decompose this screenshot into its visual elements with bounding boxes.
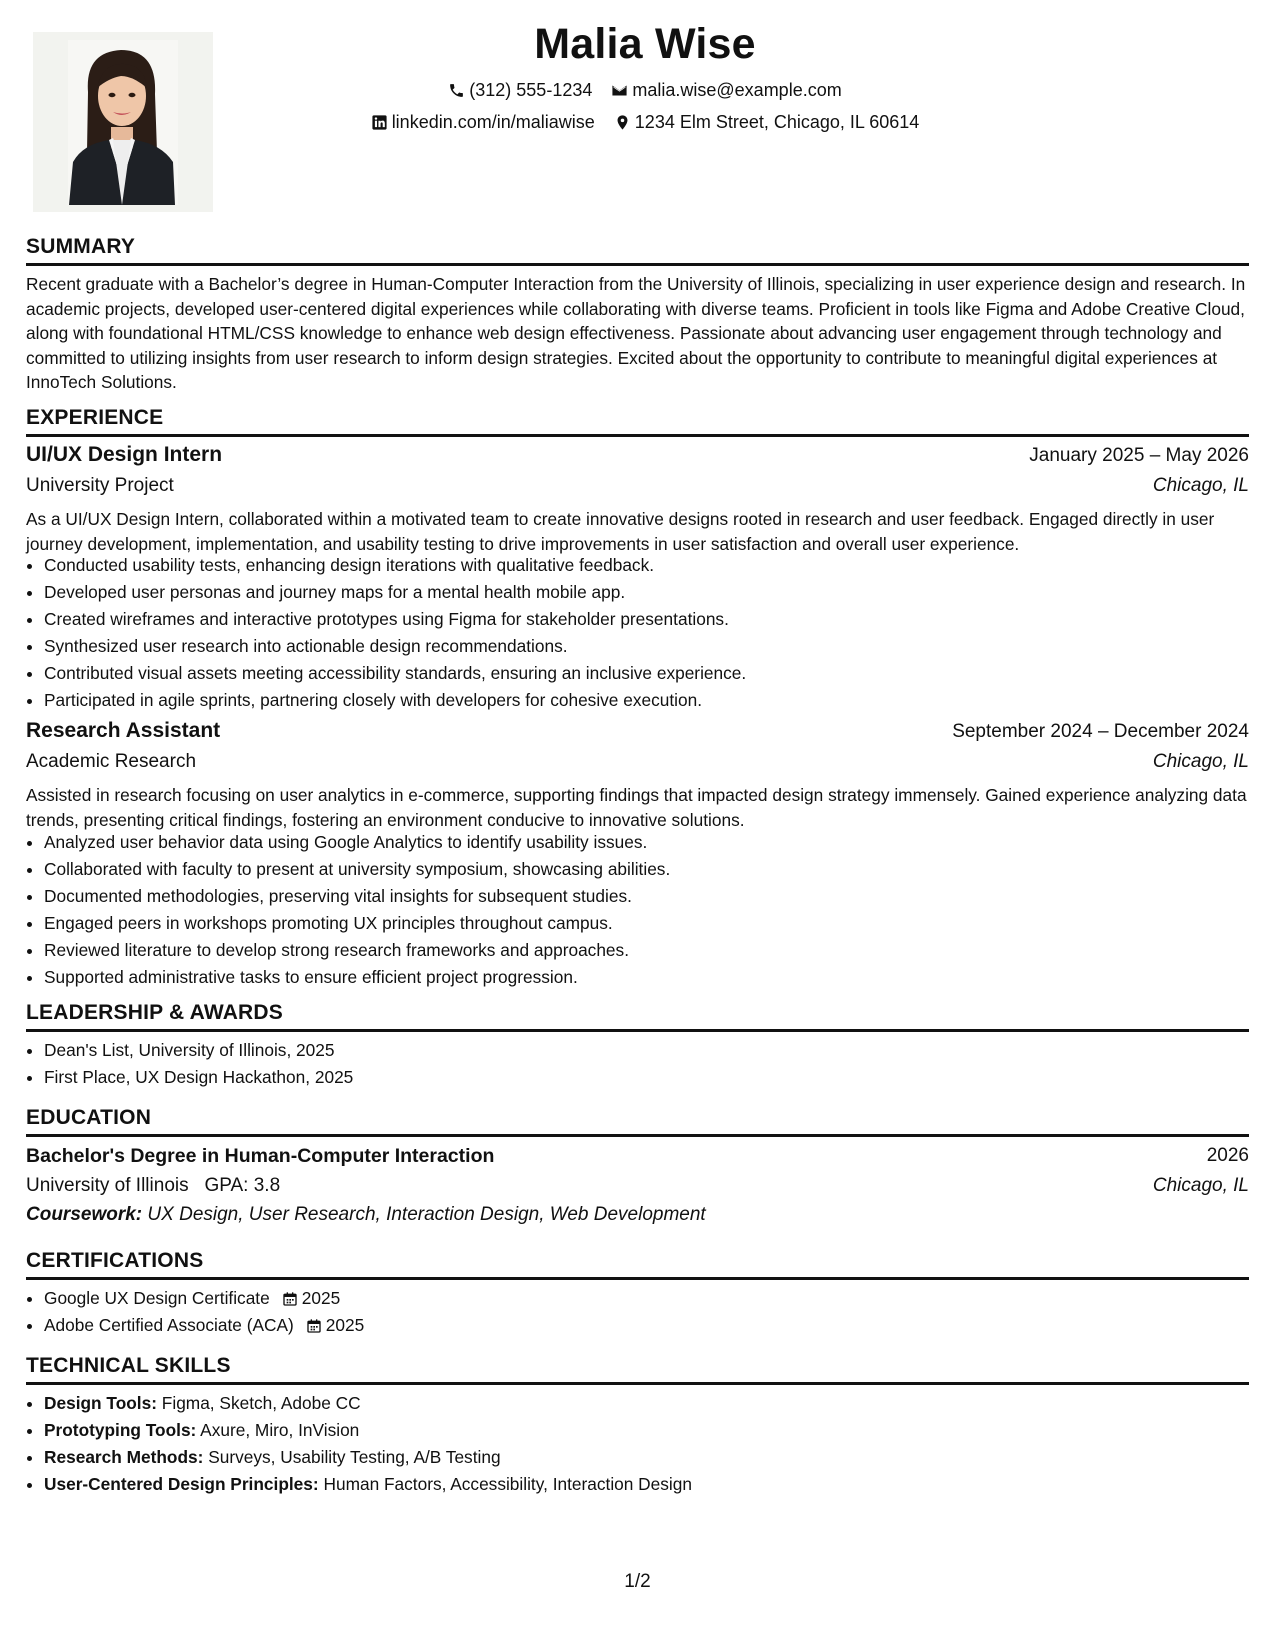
certification-name: • Adobe Certified Associate (ACA) bbox=[44, 1315, 294, 1335]
certifications-heading: CERTIFICATIONS bbox=[26, 1249, 204, 1272]
skills-heading: TECHNICAL SKILLS bbox=[26, 1354, 231, 1377]
contact-line-primary bbox=[0, 80, 1275, 104]
skills-divider bbox=[26, 1382, 1249, 1385]
job-location: Chicago, IL bbox=[1152, 475, 1249, 496]
education-heading: EDUCATION bbox=[26, 1106, 152, 1129]
list-item: • Supported administrative tasks to ensure efficient project progression. bbox=[44, 964, 1244, 991]
list-item: • First Place, UX Design Hackathon, 2025 bbox=[44, 1064, 1244, 1091]
linkedin-url: linkedin.com/in/maliawise bbox=[391, 112, 595, 132]
skill-value: Axure, Miro, InVision bbox=[200, 1420, 360, 1440]
street-address: 1234 Elm Street, Chicago, IL 60614 bbox=[634, 112, 920, 132]
envelope-icon bbox=[611, 82, 628, 99]
job-description: Assisted in research focusing on user analytics in e-commerce, supporting findings that impacted design strategy immensely. Gained experience analyzing data trends, presenting critical findings, fostering an environment conducive to innovative solutions. bbox=[26, 785, 1247, 830]
summary-text: Recent graduate with a Bachelor’s degree in Human-Computer Interaction from the University of Illinois, specializing in user experience design and research. In academic projects, developed user-centered digital experiences while collaborating with diverse teams. Proficient in tools like Figma and Adobe Creative Cloud, along with foundational HTML/CSS knowledge to enhance web design effectiveness. Passionate about advancing user engagement through technology and committed to utilizing insights from user research to inform design strategies. Excited about the opportunity to contribute to meaningful digital experiences at InnoTech Solutions. bbox=[26, 274, 1246, 392]
coursework-label: Coursework: bbox=[26, 1204, 143, 1225]
skill-label: Research Methods: bbox=[44, 1447, 204, 1467]
calendar-icon bbox=[282, 1291, 298, 1307]
calendar-icon bbox=[306, 1318, 322, 1334]
map-pin-icon bbox=[614, 114, 631, 131]
job-organization: Academic Research bbox=[26, 751, 197, 772]
experience-divider bbox=[26, 434, 1249, 437]
job-dates: September 2024 – December 2024 bbox=[952, 721, 1249, 742]
job-dates: January 2025 – May 2026 bbox=[1029, 445, 1249, 466]
experience-heading: EXPERIENCE bbox=[26, 406, 164, 429]
job-title: Research Assistant bbox=[26, 719, 221, 742]
leadership-divider bbox=[26, 1029, 1249, 1032]
skills-list bbox=[26, 1390, 1244, 1498]
list-item: • Developed user personas and journey maps for a mental health mobile app. bbox=[44, 579, 1244, 606]
phone-icon bbox=[448, 82, 465, 99]
education-divider bbox=[26, 1134, 1249, 1137]
list-item: • Analyzed user behavior data using Google Analytics to identify usability issues. bbox=[44, 829, 1244, 856]
list-item: • Conducted usability tests, enhancing design iterations with qualitative feedback. bbox=[44, 552, 1244, 579]
list-item: • Engaged peers in workshops promoting UX principles throughout campus. bbox=[44, 910, 1244, 937]
school-name: University of Illinois bbox=[26, 1175, 189, 1196]
list-item bbox=[44, 1285, 1244, 1312]
skill-value: Surveys, Usability Testing, A/B Testing bbox=[208, 1447, 501, 1467]
degree-title: Bachelor's Degree in Human-Computer Interaction bbox=[26, 1145, 495, 1167]
list-item: • Collaborated with faculty to present at university symposium, showcasing abilities. bbox=[44, 856, 1244, 883]
skill-label: User-Centered Design Principles: bbox=[44, 1474, 319, 1494]
list-item bbox=[44, 1444, 1244, 1471]
graduation-year: 2026 bbox=[1206, 1145, 1249, 1166]
gpa: GPA: 3.8 bbox=[204, 1175, 281, 1196]
school-location: Chicago, IL bbox=[1152, 1175, 1249, 1196]
coursework-list: UX Design, User Research, Interaction Design, Web Development bbox=[147, 1204, 706, 1225]
certification-year: 2025 bbox=[325, 1315, 365, 1335]
email-address: malia.wise@example.com bbox=[632, 80, 842, 100]
list-item: • Participated in agile sprints, partnering closely with developers for cohesive execution. bbox=[44, 687, 1244, 714]
job-bullets bbox=[26, 552, 1244, 714]
skill-label: Design Tools: bbox=[44, 1393, 157, 1413]
list-item: • Contributed visual assets meeting accessibility standards, ensuring an inclusive experience. bbox=[44, 660, 1244, 687]
job-bullets bbox=[26, 829, 1244, 991]
list-item: • Created wireframes and interactive prototypes using Figma for stakeholder presentations. bbox=[44, 606, 1244, 633]
linkedin-icon bbox=[371, 114, 388, 131]
linkedin-contact[interactable] bbox=[371, 112, 595, 133]
list-item: • Reviewed literature to develop strong research frameworks and approaches. bbox=[44, 937, 1244, 964]
skill-value: Human Factors, Accessibility, Interaction Design bbox=[323, 1474, 692, 1494]
job-description: As a UI/UX Design Intern, collaborated within a motivated team to create innovative designs rooted in research and user feedback. Engaged directly in user journey development, implementation, and usability testing to drive improvements in user satisfaction and overall user experience. bbox=[26, 509, 1215, 554]
job-title: UI/UX Design Intern bbox=[26, 443, 223, 466]
phone-contact[interactable] bbox=[448, 80, 592, 101]
list-item: • Documented methodologies, preserving vital insights for subsequent studies. bbox=[44, 883, 1244, 910]
list-item: • Synthesized user research into actionable design recommendations. bbox=[44, 633, 1244, 660]
list-item bbox=[44, 1471, 1244, 1498]
certifications-divider bbox=[26, 1277, 1249, 1280]
email-contact[interactable] bbox=[611, 80, 841, 101]
list-item bbox=[44, 1417, 1244, 1444]
job-organization: University Project bbox=[26, 475, 174, 496]
contact-line-secondary bbox=[0, 112, 1275, 136]
leadership-list bbox=[26, 1037, 1244, 1091]
summary-heading: SUMMARY bbox=[26, 235, 136, 258]
skill-value: Figma, Sketch, Adobe CC bbox=[161, 1393, 361, 1413]
certification-name: • Google UX Design Certificate bbox=[44, 1288, 270, 1308]
candidate-name: Malia Wise bbox=[534, 20, 756, 68]
certification-year: 2025 bbox=[301, 1288, 341, 1308]
summary-divider bbox=[26, 263, 1249, 266]
job-location: Chicago, IL bbox=[1152, 751, 1249, 772]
leadership-heading: LEADERSHIP & AWARDS bbox=[26, 1001, 283, 1024]
school-line bbox=[26, 1175, 280, 1197]
address-contact bbox=[614, 112, 920, 133]
phone-number: (312) 555-1234 bbox=[469, 80, 593, 100]
coursework-line bbox=[26, 1204, 706, 1226]
list-item bbox=[44, 1390, 1244, 1417]
list-item: • Dean's List, University of Illinois, 2025 bbox=[44, 1037, 1244, 1064]
certifications-list bbox=[26, 1285, 1244, 1339]
page-number: 1/2 bbox=[624, 1571, 651, 1592]
list-item bbox=[44, 1312, 1244, 1339]
skill-label: Prototyping Tools: bbox=[44, 1420, 197, 1440]
